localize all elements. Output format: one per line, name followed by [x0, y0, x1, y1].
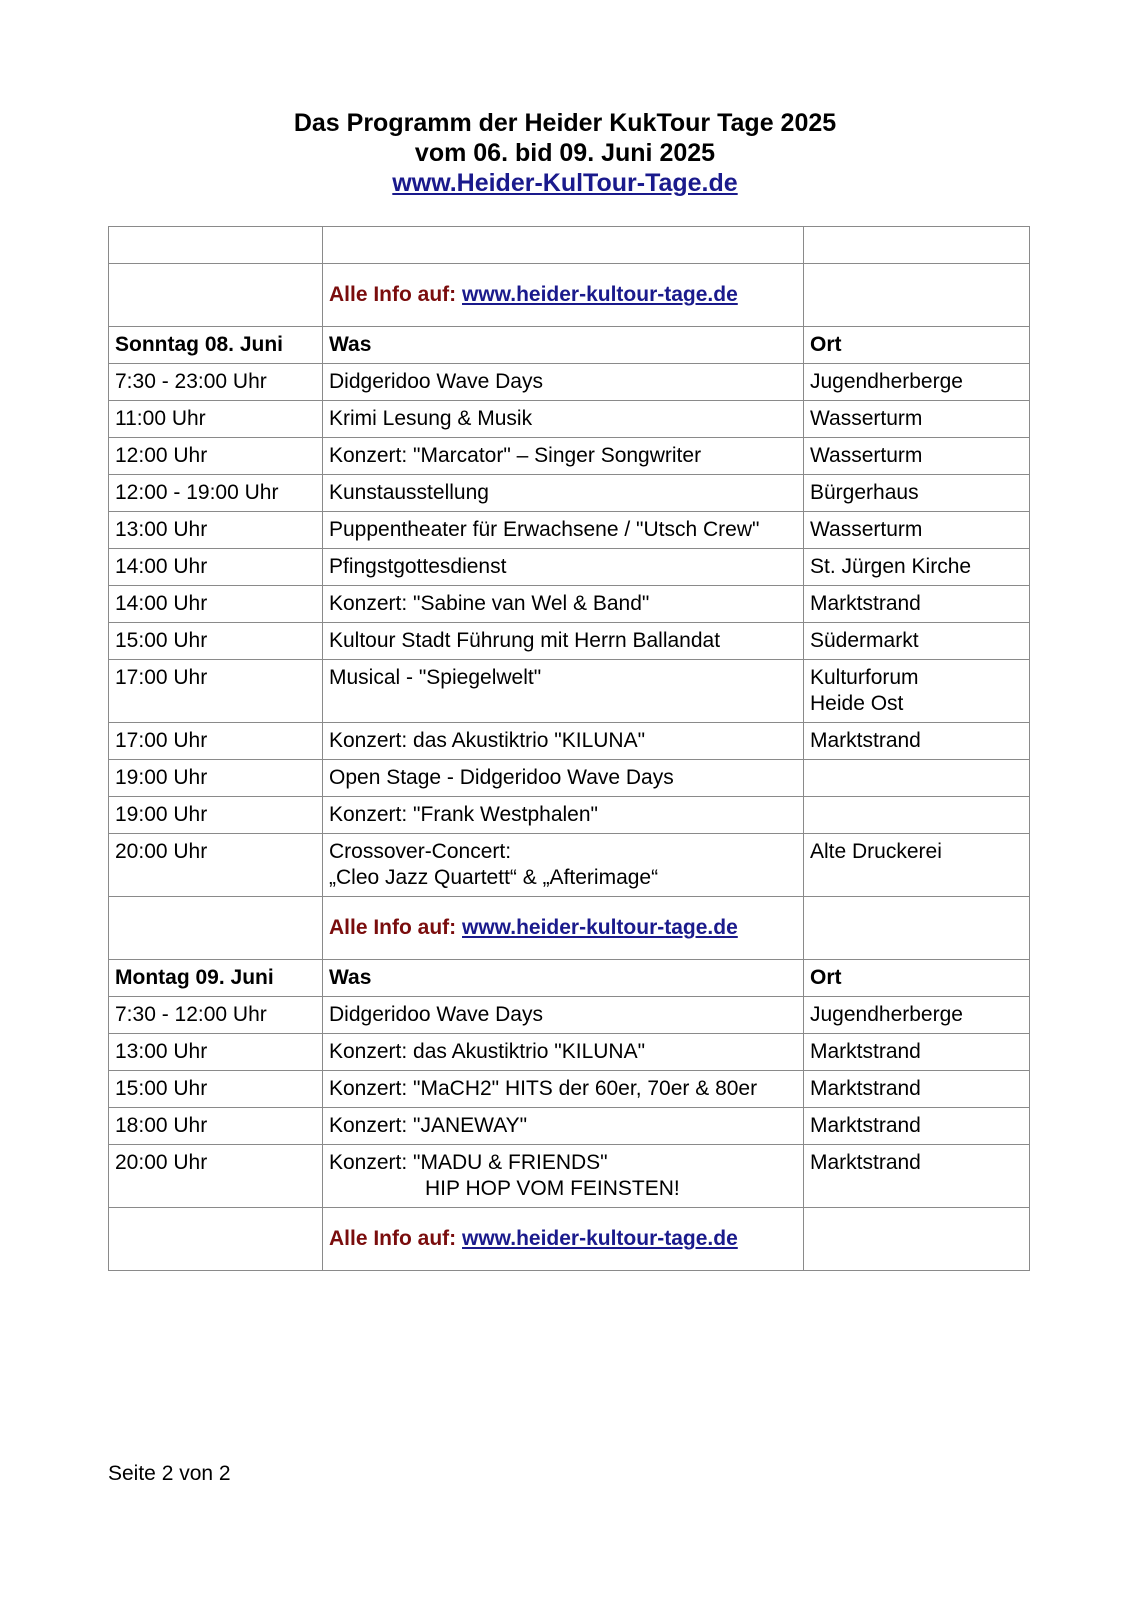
table-row — [109, 623, 1030, 660]
info-link[interactable]: www.heider-kultour-tage.de — [462, 283, 738, 306]
section-header-row — [109, 327, 1030, 364]
time-cell: 11:00 Uhr — [109, 401, 323, 438]
table-row — [109, 834, 1030, 897]
time-cell: 14:00 Uhr — [109, 549, 323, 586]
ort-text: Marktstrand — [810, 1151, 921, 1174]
was-text: Crossover-Concert: — [329, 840, 512, 863]
table-row — [109, 549, 1030, 586]
was-heading: Was — [323, 327, 804, 364]
ort-cell — [804, 623, 1030, 660]
ort-cell — [804, 438, 1030, 475]
ort-text: Marktstrand — [810, 729, 921, 752]
ort-text: Wasserturm — [810, 444, 923, 467]
info-label: Alle Info auf: — [329, 916, 457, 939]
ort-text: St. Jürgen Kirche — [810, 555, 972, 578]
time-cell: 14:00 Uhr — [109, 586, 323, 623]
ort-cell — [804, 1108, 1030, 1145]
empty-row — [109, 227, 1030, 264]
ort-text-line2: Heide Ost — [810, 692, 904, 715]
was-text: Didgeridoo Wave Days — [329, 1003, 543, 1026]
was-text: Konzert: "Marcator" – Singer Songwriter — [329, 444, 702, 467]
was-text-line2: HIP HOP VOM FEINSTEN! — [425, 1177, 680, 1200]
was-text: Kunstausstellung — [329, 481, 489, 504]
ort-cell — [804, 475, 1030, 512]
ort-cell — [804, 797, 1030, 834]
ort-cell — [804, 549, 1030, 586]
ort-text: Marktstrand — [810, 1077, 921, 1100]
was-cell — [323, 797, 804, 834]
ort-text: Marktstrand — [810, 1040, 921, 1063]
was-cell — [323, 660, 804, 723]
table-row — [109, 797, 1030, 834]
info-row — [109, 264, 1030, 327]
ort-cell — [804, 1034, 1030, 1071]
time-cell: 19:00 Uhr — [109, 797, 323, 834]
was-text: Konzert: das Akustiktrio "KILUNA" — [329, 729, 646, 752]
ort-text: Marktstrand — [810, 1114, 921, 1137]
header-link[interactable]: www.Heider-KulTour-Tage.de — [392, 169, 738, 197]
was-text: Puppentheater für Erwachsene / "Utsch Crew" — [329, 518, 760, 541]
table-row — [109, 475, 1030, 512]
program-table — [108, 226, 1030, 1271]
document-header — [0, 108, 1130, 198]
time-cell: 12:00 - 19:00 Uhr — [109, 475, 323, 512]
was-cell — [323, 1145, 804, 1208]
ort-cell — [804, 586, 1030, 623]
was-cell — [323, 512, 804, 549]
was-cell — [323, 401, 804, 438]
table-row — [109, 660, 1030, 723]
ort-cell — [804, 760, 1030, 797]
table-row — [109, 1071, 1030, 1108]
time-cell: 15:00 Uhr — [109, 623, 323, 660]
was-cell — [323, 723, 804, 760]
was-text: Konzert: "MADU & FRIENDS" — [329, 1151, 608, 1174]
ort-text: Alte Druckerei — [810, 840, 942, 863]
time-cell: 18:00 Uhr — [109, 1108, 323, 1145]
table-row — [109, 997, 1030, 1034]
time-cell: 20:00 Uhr — [109, 1145, 323, 1208]
was-cell — [323, 997, 804, 1034]
was-text: Konzert: "Sabine van Wel & Band" — [329, 592, 650, 615]
table-row — [109, 1108, 1030, 1145]
ort-cell — [804, 997, 1030, 1034]
time-cell: 7:30 - 12:00 Uhr — [109, 997, 323, 1034]
day-heading: Montag 09. Juni — [109, 960, 323, 997]
was-cell — [323, 1071, 804, 1108]
table-row — [109, 760, 1030, 797]
time-cell: 20:00 Uhr — [109, 834, 323, 897]
ort-cell — [804, 364, 1030, 401]
info-link[interactable]: www.heider-kultour-tage.de — [462, 1227, 738, 1250]
was-text-line2: „Cleo Jazz Quartett“ & „Afterimage“ — [329, 866, 659, 889]
table-row — [109, 723, 1030, 760]
ort-text: Wasserturm — [810, 518, 923, 541]
table-row — [109, 586, 1030, 623]
was-cell — [323, 1108, 804, 1145]
info-link[interactable]: www.heider-kultour-tage.de — [462, 916, 738, 939]
ort-cell — [804, 834, 1030, 897]
ort-heading: Ort — [804, 960, 1030, 997]
section-header-row — [109, 960, 1030, 997]
table-row — [109, 1145, 1030, 1208]
was-heading: Was — [323, 960, 804, 997]
was-cell — [323, 760, 804, 797]
info-label: Alle Info auf: — [329, 1227, 457, 1250]
was-cell — [323, 438, 804, 475]
table-row — [109, 438, 1030, 475]
was-text: Konzert: "Frank Westphalen" — [329, 803, 598, 826]
ort-cell — [804, 1145, 1030, 1208]
time-cell: 12:00 Uhr — [109, 438, 323, 475]
table-row — [109, 401, 1030, 438]
time-cell: 7:30 - 23:00 Uhr — [109, 364, 323, 401]
ort-text: Jugendherberge — [810, 370, 963, 393]
was-text: Open Stage - Didgeridoo Wave Days — [329, 766, 674, 789]
day-heading: Sonntag 08. Juni — [109, 327, 323, 364]
ort-cell — [804, 1071, 1030, 1108]
table-row — [109, 512, 1030, 549]
ort-cell — [804, 512, 1030, 549]
ort-cell — [804, 401, 1030, 438]
ort-text: Wasserturm — [810, 407, 923, 430]
was-cell — [323, 586, 804, 623]
was-text: Konzert: "MaCH2" HITS der 60er, 70er & 80er — [329, 1077, 758, 1100]
ort-text: Marktstrand — [810, 592, 921, 615]
was-text: Kultour Stadt Führung mit Herrn Ballandat — [329, 629, 721, 652]
page-title: Das Programm der Heider KukTour Tage 2025 — [293, 109, 837, 137]
was-cell — [323, 834, 804, 897]
was-cell — [323, 1034, 804, 1071]
was-cell — [323, 364, 804, 401]
time-cell: 13:00 Uhr — [109, 1034, 323, 1071]
ort-text: Jugendherberge — [810, 1003, 963, 1026]
was-text: Krimi Lesung & Musik — [329, 407, 533, 430]
was-text: Pfingstgottesdienst — [329, 555, 507, 578]
ort-text: Kulturforum — [810, 666, 919, 689]
info-row — [109, 1208, 1030, 1271]
was-cell — [323, 475, 804, 512]
was-cell — [323, 623, 804, 660]
was-text: Didgeridoo Wave Days — [329, 370, 543, 393]
table-row — [109, 364, 1030, 401]
ort-text: Bürgerhaus — [810, 481, 919, 504]
page-subtitle: vom 06. bid 09. Juni 2025 — [414, 139, 716, 167]
ort-heading: Ort — [804, 327, 1030, 364]
ort-text: Südermarkt — [810, 629, 919, 652]
table-row — [109, 1034, 1030, 1071]
time-cell: 17:00 Uhr — [109, 660, 323, 723]
time-cell: 13:00 Uhr — [109, 512, 323, 549]
time-cell: 15:00 Uhr — [109, 1071, 323, 1108]
time-cell: 17:00 Uhr — [109, 723, 323, 760]
was-text: Konzert: das Akustiktrio "KILUNA" — [329, 1040, 646, 1063]
page-footer: Seite 2 von 2 — [108, 1462, 231, 1485]
info-label: Alle Info auf: — [329, 283, 457, 306]
was-text: Musical - "Spiegelwelt" — [329, 666, 542, 689]
info-row — [109, 897, 1030, 960]
ort-cell — [804, 660, 1030, 723]
ort-cell — [804, 723, 1030, 760]
was-text: Konzert: "JANEWAY" — [329, 1114, 528, 1137]
was-cell — [323, 549, 804, 586]
time-cell: 19:00 Uhr — [109, 760, 323, 797]
